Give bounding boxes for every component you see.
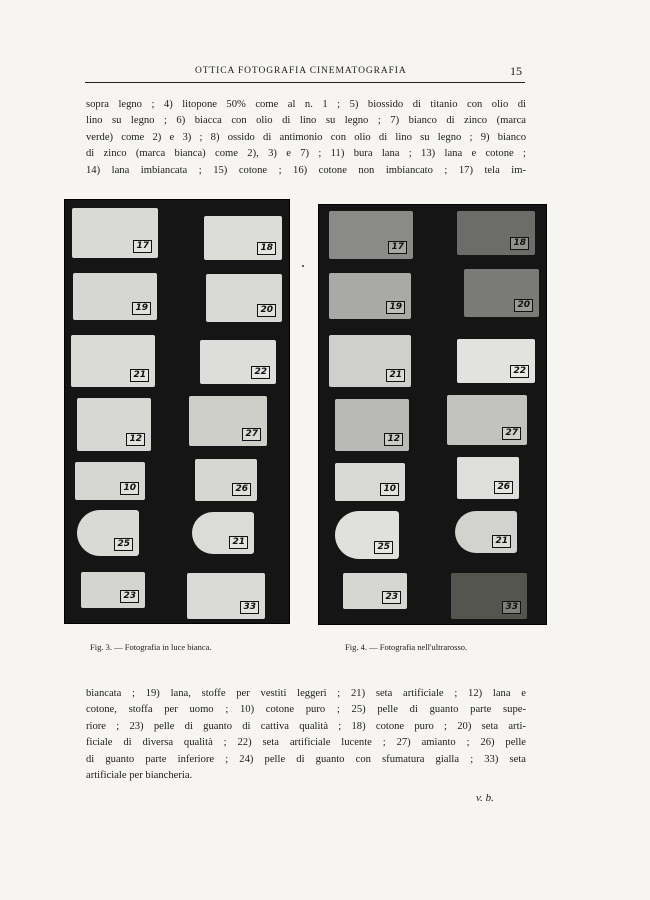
glove-leather-swatch: [455, 511, 517, 553]
running-header: OTTICA FOTOGRAFIA CINEMATOGRAFIA: [195, 66, 407, 76]
fabric-swatch: [335, 399, 409, 451]
figure-4-photo: [318, 204, 547, 625]
swatch-number: 12: [384, 433, 403, 446]
text-line: di zinco (marca bianca) come 2), 3) e 7) ; 11) bura lana ; 13) lana e cotone ;: [86, 148, 526, 160]
swatch-number: 10: [380, 483, 399, 496]
fabric-swatch: [77, 398, 151, 451]
text-line: ficiale di diversa qualità ; 22) seta artificiale lucente ; 27) amianto ; 26) pelle: [86, 737, 526, 749]
fabric-swatch: [451, 573, 527, 619]
swatch-number: 23: [382, 591, 401, 604]
fabric-swatch: [457, 457, 519, 499]
glove-leather-swatch: [335, 511, 399, 559]
swatch-number: 21: [229, 536, 248, 549]
fabric-swatch: [206, 274, 282, 322]
swatch-number: 26: [232, 483, 251, 496]
swatch-number: 10: [120, 482, 139, 495]
glove-leather-swatch: [192, 512, 254, 554]
fabric-swatch: [195, 459, 257, 501]
header-rule: [85, 82, 525, 83]
swatch-number: 17: [388, 241, 407, 254]
speck: [302, 265, 304, 267]
fabric-swatch: [72, 208, 158, 258]
fabric-swatch: [75, 462, 145, 500]
fabric-swatch: [457, 211, 535, 255]
text-line: riore ; 23) pelle di guanto di cattiva qualità ; 18) cotone puro ; 20) seta arti-: [86, 720, 526, 732]
fabric-swatch: [335, 463, 405, 501]
swatch-number: 17: [133, 240, 152, 253]
text-line: cotone, stoffa per uomo ; 10) cotone puro ; 25) pelle di guanto parte supe-: [86, 704, 526, 716]
fabric-swatch: [447, 395, 527, 445]
swatch-number: 22: [510, 365, 529, 378]
swatch-number: 25: [374, 541, 393, 554]
fabric-swatch: [200, 340, 276, 384]
swatch-number: 20: [514, 299, 533, 312]
swatch-number: 26: [494, 481, 513, 494]
page-number: 15: [510, 64, 522, 78]
swatch-number: 20: [257, 304, 276, 317]
fabric-swatch: [343, 573, 407, 609]
swatch-number: 27: [242, 428, 261, 441]
swatch-number: 18: [510, 237, 529, 250]
figure-4-caption: Fig. 4. — Fotografia nell'ultrarosso.: [345, 642, 468, 652]
swatch-number: 21: [492, 535, 511, 548]
swatch-number: 12: [126, 433, 145, 446]
text-line: 14) lana imbiancata ; 15) cotone ; 16) cotone non imbiancato ; 17) tela im-: [86, 164, 526, 176]
swatch-number: 18: [257, 242, 276, 255]
swatch-number: 21: [386, 369, 405, 382]
swatch-number: 27: [502, 427, 521, 440]
text-line: artificiale per biancheria.: [86, 770, 193, 782]
paragraph-bottom: [86, 686, 526, 784]
fabric-swatch: [189, 396, 267, 446]
fabric-swatch: [73, 273, 157, 320]
swatch-number: 33: [502, 601, 521, 614]
text-line: verde) come 2) e 3) ; 8) ossido di antimonio con olio di lino su legno ; 9) bianco: [86, 131, 526, 143]
fabric-swatch: [464, 269, 539, 317]
text-line: sopra legno ; 4) litopone 50% come al n. 1 ; 5) biossido di titanio con olio di: [86, 99, 526, 110]
fabric-swatch: [457, 339, 535, 383]
fabric-swatch: [81, 572, 145, 608]
glove-leather-swatch: [77, 510, 139, 556]
swatch-number: 19: [132, 302, 151, 315]
text-line: di guanto parte inferiore ; 24) pelle di guanto con sfumatura gialla ; 33) seta: [86, 753, 526, 765]
author-initials: v. b.: [476, 792, 494, 804]
fabric-swatch: [329, 335, 411, 387]
text-line: lino su legno ; 6) biacca con olio di lino su legno ; 7) bianco di zinco (marca: [86, 115, 526, 127]
swatch-number: 23: [120, 590, 139, 603]
figure-3-caption: Fig. 3. — Fotografia in luce bianca.: [90, 642, 212, 652]
swatch-number: 22: [251, 366, 270, 379]
swatch-number: 25: [114, 538, 133, 551]
figure-3-photo: [64, 199, 290, 624]
text-line: biancata ; 19) lana, stoffe per vestiti leggeri ; 21) seta artificiale ; 12) lana e: [86, 688, 526, 699]
paragraph-top: [86, 97, 526, 179]
swatch-number: 19: [386, 301, 405, 314]
fabric-swatch: [187, 573, 265, 619]
fabric-swatch: [71, 335, 155, 387]
swatch-number: 33: [240, 601, 259, 614]
fabric-swatch: [329, 273, 411, 319]
swatch-number: 21: [130, 369, 149, 382]
fabric-swatch: [329, 211, 413, 259]
fabric-swatch: [204, 216, 282, 260]
